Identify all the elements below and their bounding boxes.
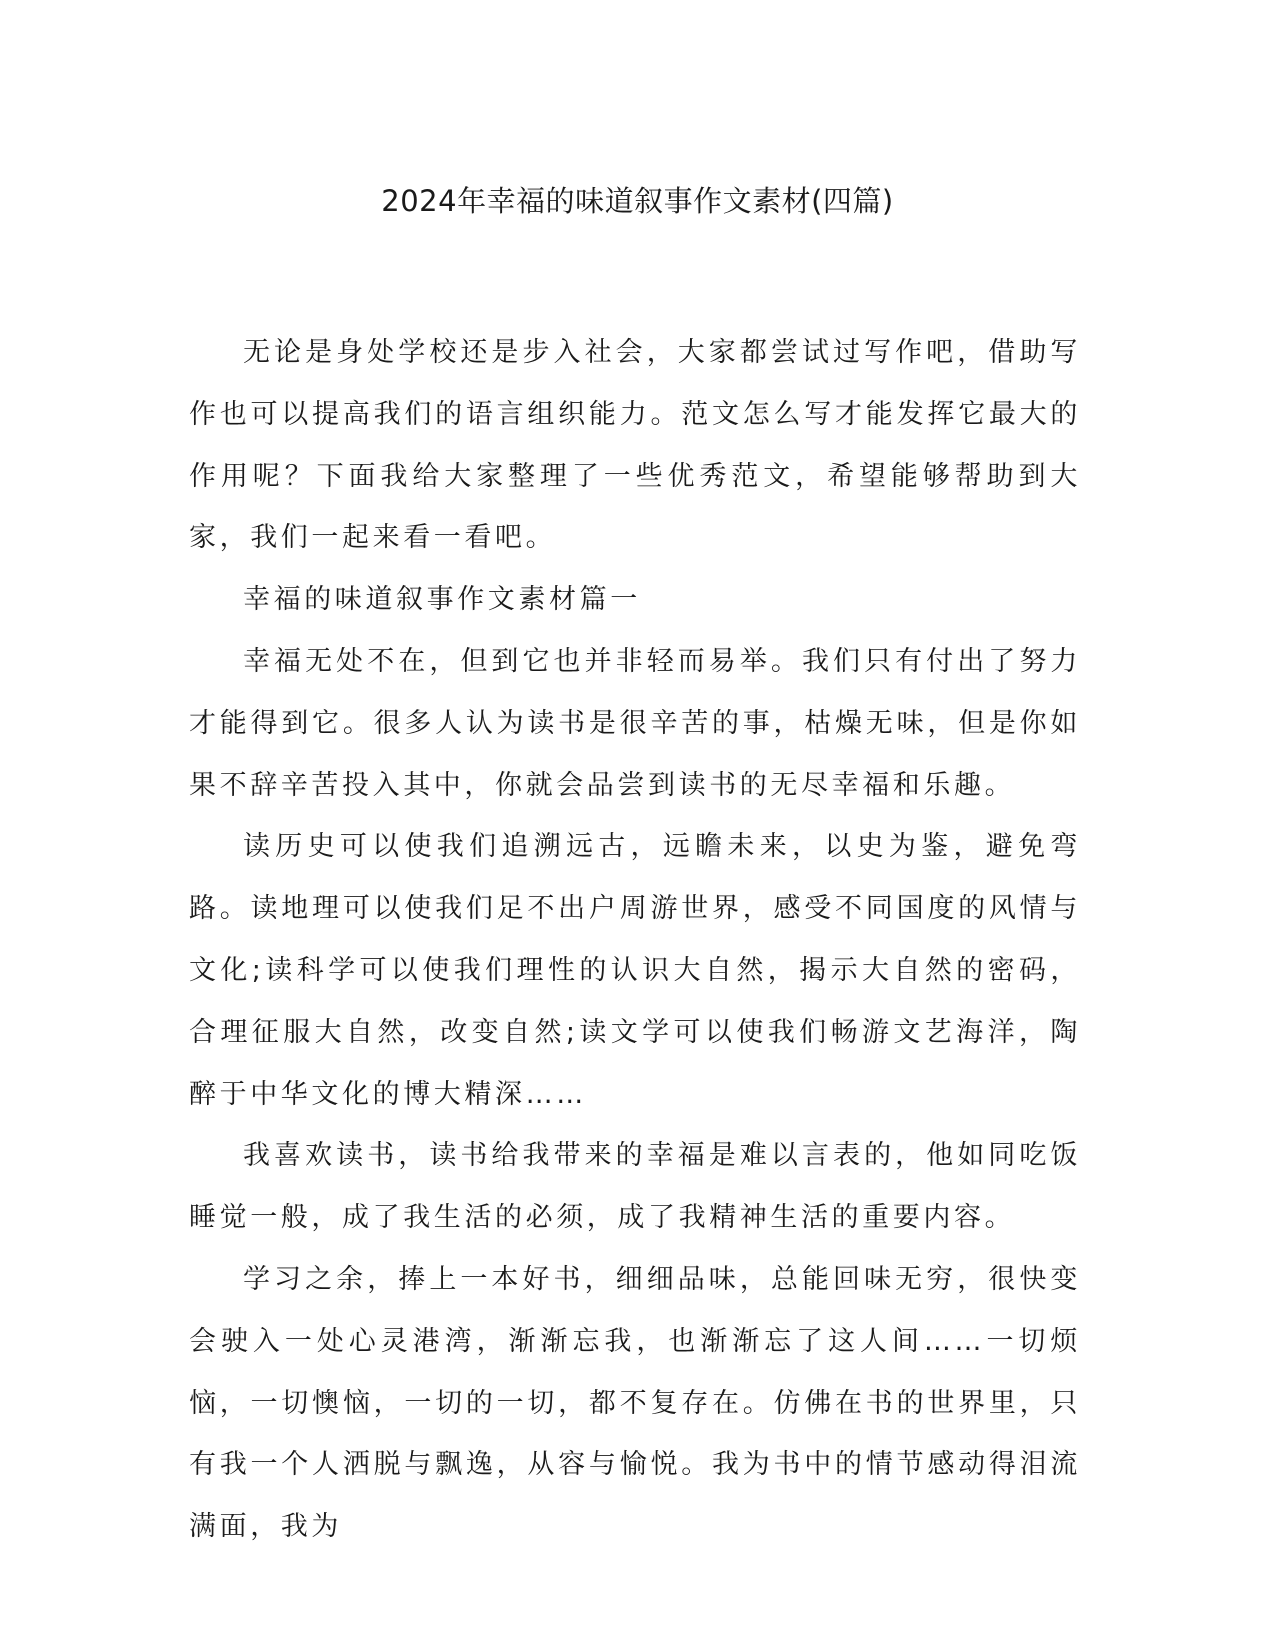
document-title: 2024年幸福的味道叙事作文素材(四篇) — [381, 184, 894, 218]
body-paragraph: 学习之余，捧上一本好书，细细品味，总能回味无穷，很快变会驶入一处心灵港湾，渐渐忘我，也渐渐忘了这人间……一切烦恼，一切懊恼，一切的一切，都不复存在。仿佛在书的世界里，只有我一个人洒脱与飘逸，从容与愉悦。我为书中的情节感动得泪流满面，我为 — [189, 1263, 1081, 1543]
document-body — [189, 322, 1081, 1558]
body-paragraph: 幸福无处不在，但到它也并非轻而易举。我们只有付出了努力才能得到它。很多人认为读书是很辛苦的事，枯燥无味，但是你如果不辞辛苦投入其中，你就会品尝到读书的无尽幸福和乐趣。 — [189, 645, 1081, 801]
intro-paragraph: 无论是身处学校还是步入社会，大家都尝试过写作吧，借助写作也可以提高我们的语言组织能力。范文怎么写才能发挥它最大的作用呢？下面我给大家整理了一些优秀范文，希望能够帮助到大家，我们一起来看一看吧。 — [189, 337, 1081, 554]
body-paragraph: 我喜欢读书，读书给我带来的幸福是难以言表的，他如同吃饭睡觉一般，成了我生活的必须，成了我精神生活的重要内容。 — [189, 1140, 1081, 1234]
body-paragraph: 读历史可以使我们追溯远古，远瞻未来，以史为鉴，避免弯路。读地理可以使我们足不出户周游世界，感受不同国度的风情与文化;读科学可以使我们理性的认识大自然，揭示大自然的密码，合理征服大自然，改变自然;读文学可以使我们畅游文艺海洋，陶醉于中华文化的博大精深…… — [189, 831, 1081, 1110]
section-heading: 幸福的味道叙事作文素材篇一 — [243, 584, 641, 616]
